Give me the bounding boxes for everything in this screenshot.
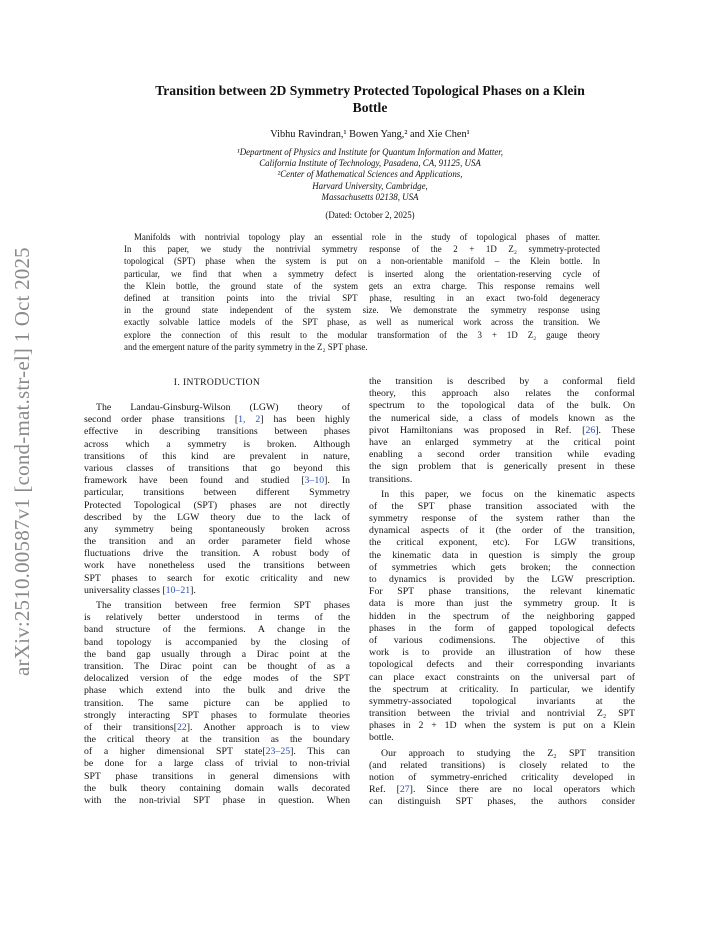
text-line: the transition and an order parameter field whose: [84, 536, 350, 548]
text-line: have an enlarged symmetry at the critical point: [369, 436, 635, 448]
text-line: of symmetries which gets broken; the connection: [369, 561, 635, 573]
text-line: any symmetry being spontaneously broken across: [84, 523, 350, 535]
text-line: dynamical aspects of it (the order of the transition,: [369, 525, 635, 537]
affiliation-line: ¹Department of Physics and Institute for Quantum Information and Matter,: [237, 147, 503, 157]
text-line: transition between the trivial and nontrivial Z₂ SPT: [369, 708, 635, 720]
arxiv-identifier-stamp[interactable]: arXiv:2510.00587v1 [cond-mat.str-el] 1 Oct 2025: [10, 247, 34, 676]
affiliation-line: ²Center of Mathematical Sciences and Applications,: [277, 169, 463, 180]
date-line: (Dated: October 2, 2025): [325, 210, 415, 220]
text-line: SPT phases to search for exotic criticality and new: [84, 572, 350, 584]
title-line: Transition between 2D Symmetry Protected Topological Phases on a Klein: [155, 83, 585, 98]
title-line: Bottle: [352, 100, 388, 115]
citation-link[interactable]: 1, 2: [238, 414, 261, 426]
abstract-line: topological (SPT) phase when the system is put on a non-orientable manifold – the Klein bottle. In: [124, 256, 600, 267]
text-line: transition. The Dirac point can be thought of as a: [84, 660, 350, 672]
text-line: various classes of transitions that go beyond this: [84, 462, 350, 474]
text-line: The Landau-Ginsburg-Wilson (LGW) theory of: [96, 402, 350, 413]
text-line: In this paper, we focus on the kinematic aspects: [381, 488, 635, 500]
affiliation-line: Harvard University, Cambridge,: [312, 180, 428, 191]
left-column: [84, 376, 350, 807]
text-line: notion of symmetry-enriched criticality developed in: [369, 772, 635, 783]
text-line: symmetry-associated topological invariants at the: [369, 695, 635, 707]
text-line: with the non-trivial SPT phase in question. When: [84, 795, 350, 806]
abstract: [124, 232, 600, 354]
text-line: framework have been found and studied [3–10]. In: [84, 475, 350, 487]
text-line: For SPT phase transitions, the relevant kinematic: [369, 586, 635, 598]
text-line: phases in the form of gapped topological defects: [369, 622, 635, 634]
text-line: band structure of the fermions. A change in the: [84, 624, 350, 636]
right-column-text: [369, 376, 635, 809]
affiliation-line: California Institute of Technology, Pasadena, CA, 91125, USA: [259, 158, 481, 169]
text-line: pivot Hamiltonians was proposed in Ref. [26]. These: [369, 424, 635, 436]
right-column: [369, 376, 635, 809]
citation-link[interactable]: 26: [585, 424, 596, 436]
text-line: the kinematic data in question is simply the group: [369, 549, 635, 561]
text-line: (and related transitions) is closely related to the: [369, 759, 635, 771]
text-line: the critical theory at the transition as the boundary: [84, 734, 350, 746]
text-line: the critical exponent, etc). For LGW transitions,: [369, 537, 635, 549]
text-line: Ref. [27]. Since there are no local operators which: [369, 784, 635, 796]
text-line: topological defects and their corresponding invariants: [369, 659, 635, 671]
text-line: The transition between free fermion SPT phases: [96, 600, 350, 611]
text-line: transitions of this kind are prevalent in nature,: [84, 450, 350, 462]
text-line: of various codimensions. The objective of this: [369, 634, 635, 646]
text-line: transition. The same picture can be applied to: [84, 697, 350, 709]
text-line: the spectrum at criticality. In particular, we identify: [369, 683, 635, 695]
left-column-text: [84, 402, 350, 807]
abstract-line: exactly solvable lattice models of the SPT phase, as well as numerical work across the transition. We: [124, 317, 600, 328]
text-line: is relatively better understood in terms of the: [84, 612, 350, 624]
text-line: data is more than just the symmetry group. It is: [369, 598, 635, 610]
text-line: delocalized version of the edge modes of the SPT: [84, 673, 350, 685]
abstract-line: explore the connection of this result to the modular transformation of the 3 + 1D Z₂ gauge theory: [124, 329, 600, 340]
text-line: second order phase transitions [1, 2] has been highly: [84, 414, 350, 426]
text-line: particular, transitions between different Symmetry: [84, 487, 350, 499]
abstract-line: in the ground state independent of the system size. We demonstrate the symmetry response using: [124, 305, 600, 316]
abstract-line: defined at transition points into the trivial SPT phase, resulting in an exact two-fold degeneracy: [124, 292, 600, 303]
text-line: band topology is accompanied by the closing of: [84, 636, 350, 648]
text-line: of their transitions[22]. Another approach is to view: [84, 721, 350, 733]
text-line: described by the LGW theory due to the lack of: [84, 511, 350, 523]
author-list: Vibhu Ravindran,¹ Bowen Yang,² and Xie Chen¹: [270, 129, 470, 140]
affiliations: [80, 147, 660, 203]
text-line: the sign problem that is generically present in these: [369, 461, 635, 473]
text-line: Protected Topological (SPT) phases are not directly: [84, 499, 350, 511]
citation-link[interactable]: 10–21: [165, 584, 191, 596]
text-line: SPT phase transitions in general dimensions with: [84, 770, 350, 782]
text-line: strongly interacting SPT phases to formulate theories: [84, 709, 350, 721]
citation-link[interactable]: 23–25: [265, 746, 291, 758]
text-line: can distinguish SPT phases, the authors consider: [369, 796, 635, 808]
text-line: symmetry response of the system rather than the: [369, 513, 635, 525]
text-line: work have nonetheless used the transitions between: [84, 560, 350, 572]
abstract-line: particular, we find that when a symmetry defect is inserted along the orientation-reserving cycle of: [124, 268, 600, 279]
text-line: of the SPT phase transition associated with the: [369, 500, 635, 512]
text-line: of a higher dimensional SPT state[23–25]. This can: [84, 746, 350, 758]
text-line: the transition is described by a conformal field: [369, 376, 635, 387]
text-line: phase which extend into the bulk and drive the: [84, 685, 350, 697]
abstract-line: In this paper, we study the nontrivial symmetry response of the 2 + 1D Z₂ symmetry-protected: [124, 244, 600, 255]
section-heading: I. INTRODUCTION: [173, 377, 261, 388]
abstract-line: the Klein bottle, the ground state of the system gets an extra charge. This response remains well: [124, 280, 600, 291]
text-line: universality classes [10–21].: [84, 584, 196, 596]
text-line: spectrum to the topological data of the bulk. On: [369, 400, 635, 412]
paper-title: [80, 82, 660, 116]
abstract-line: and the emergent nature of the parity symmetry in the Z₂ SPT phase.: [124, 341, 368, 352]
text-line: be done for a large class of trivial to non-trivial: [84, 758, 350, 770]
text-line: across which a symmetry is broken. Although: [84, 438, 350, 450]
text-line: the bulk theory containing domain walls decorated: [84, 782, 350, 794]
affiliation-line: Massachusetts 02138, USA: [321, 191, 419, 202]
text-line: enabling a second order transition while evading: [369, 449, 635, 461]
text-line: transitions.: [369, 473, 413, 485]
text-line: work is to provide an illustration of how these: [369, 647, 635, 659]
text-line: fluctuations drive the transition. A robust body of: [84, 548, 350, 560]
text-line: effective in describing transitions between phases: [84, 426, 350, 438]
abstract-line: Manifolds with nontrivial topology play an essential role in the study of topological phases of matter.: [134, 232, 600, 242]
text-line: bottle.: [369, 732, 394, 744]
text-line: the numerical side, a class of models known as the: [369, 412, 635, 424]
text-line: theory, this approach also relates the conformal: [369, 388, 635, 400]
text-line: Our approach to studying the Z₂ SPT transition: [381, 747, 635, 759]
text-line: can place exact constraints on the universal part of: [369, 671, 635, 683]
text-line: phases in 2 + 1D when the system is put on a Klein: [369, 720, 635, 732]
text-line: the band gap usually through a Dirac point at the: [84, 648, 350, 660]
citation-link[interactable]: 3–10: [304, 475, 325, 487]
text-line: to dynamics is provided by the LGW prescription.: [369, 574, 635, 585]
citation-link[interactable]: 27: [399, 784, 410, 796]
text-line: hidden in the spectrum of the neighboring gapped: [369, 610, 635, 622]
citation-link[interactable]: 22: [176, 721, 187, 733]
